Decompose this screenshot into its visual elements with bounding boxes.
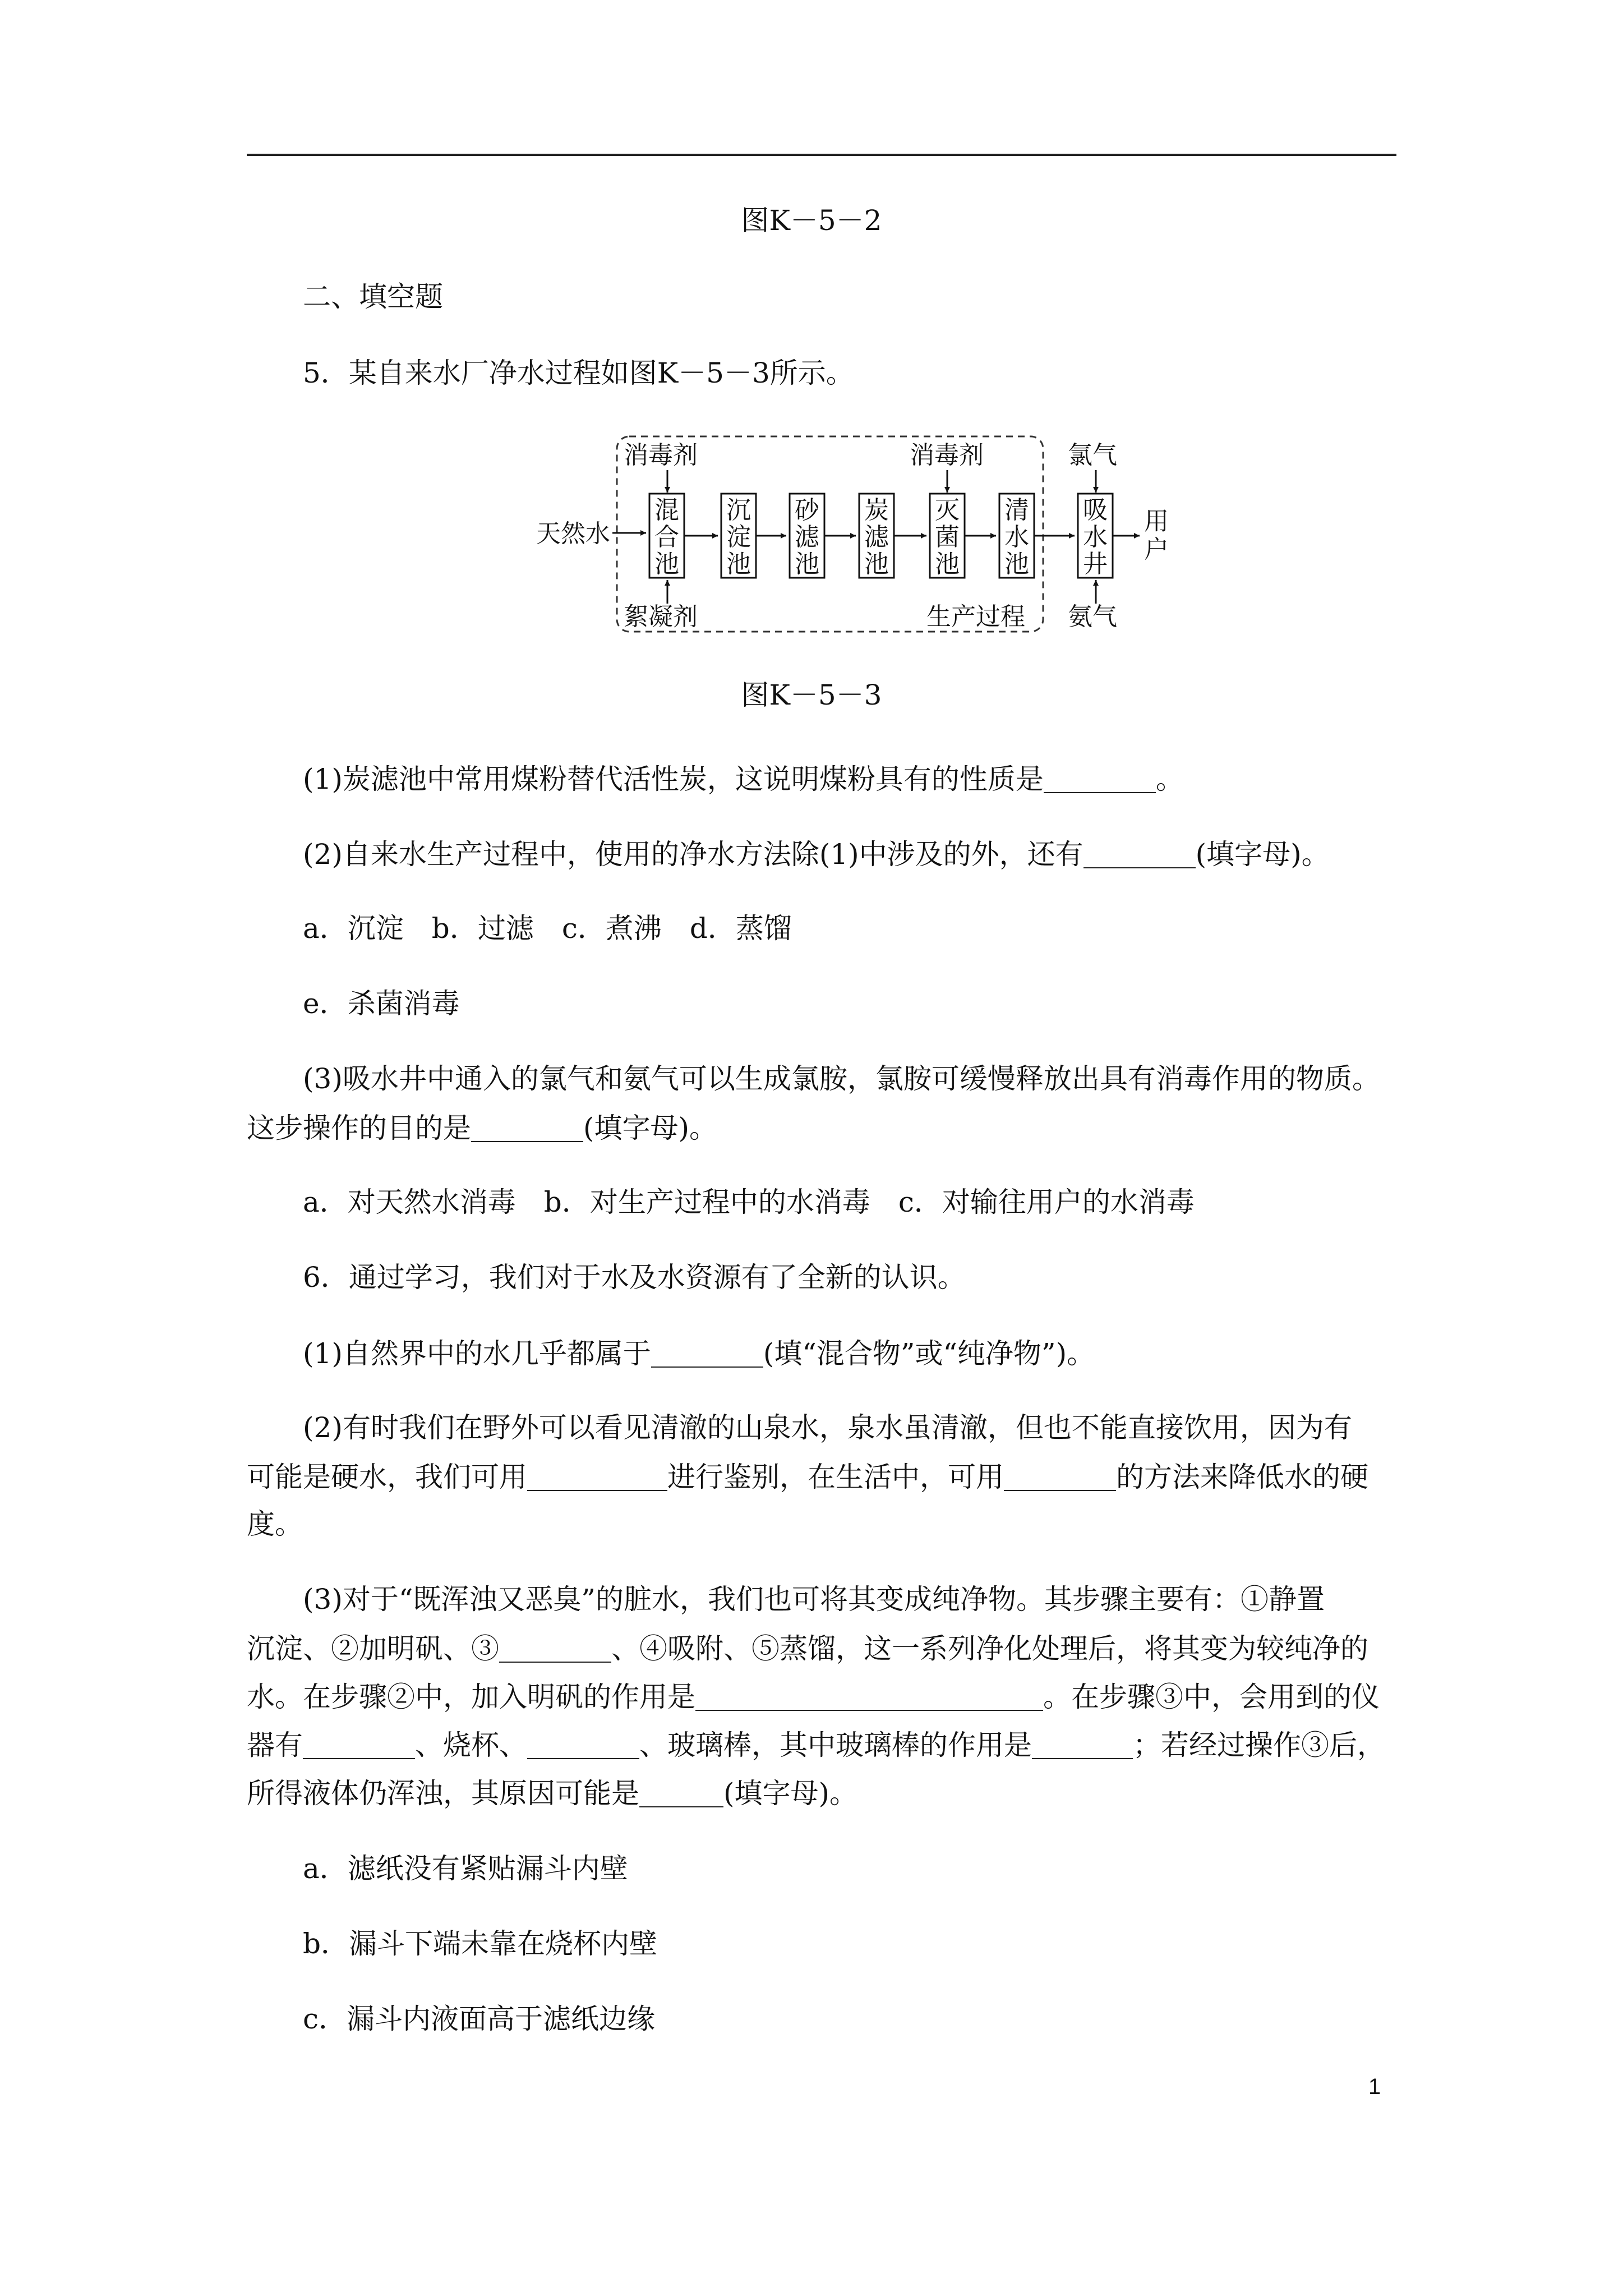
source-label: 天然水 [536,519,610,548]
q6-part3-blank-reason[interactable] [639,1778,723,1807]
q5-part1-blank[interactable] [1044,764,1156,793]
tank-4-char-1: 炭 [864,496,889,524]
q6-part2-text-c: 的方法来降低水的硬 [1116,1461,1368,1493]
q5-part2-text: (2)自来水生产过程中，使用的净水方法除(1)中涉及的外，还有 [303,838,1083,871]
tank-1-char-2: 合 [654,523,679,551]
q6-part3-text-c: 水。在步骤②中，加入明矾的作用是 [247,1681,695,1713]
well-char-3: 井 [1083,550,1108,578]
q6-part1-blank[interactable] [651,1338,763,1368]
q6-stem: 6．通过学习，我们对于水及水资源有了全新的认识。 [303,1261,966,1294]
q5-stem: 5．某自来水厂净水过程如图K－5－3所示。 [303,357,854,389]
user-char-2: 户 [1144,535,1169,564]
q6-part3-text-a: 沉淀、②加明矾、③ [247,1632,499,1665]
q6-part2-text-a: 可能是硬水，我们可用 [247,1461,527,1493]
tank-4-char-2: 滤 [864,523,889,551]
tank-2-char-3: 池 [726,550,751,578]
q6-part3-blank-alum[interactable] [695,1682,1043,1711]
tank-5-char-1: 灭 [935,496,960,524]
page-number: 1 [1368,2074,1381,2099]
process-label: 生产过程 [926,602,1025,631]
q6-part3-text-i: 所得液体仍浑浊，其原因可能是 [247,1777,639,1810]
tank-6-char-3: 池 [1004,550,1029,578]
q6-part3-line1: (3)对于“既浑浊又恶臭”的脏水，我们也可将其变成纯净物。其步骤主要有：①静置 [303,1583,1325,1616]
ammonia-label: 氨气 [1068,602,1117,631]
q6-part3-text-j: (填字母)。 [723,1777,858,1810]
q5-part1-end: 。 [1155,763,1184,795]
disinfectant-label-2: 消毒剂 [910,441,984,470]
q6-part3-blank-instrument-1[interactable] [303,1730,415,1759]
tank-4-char-3: 池 [864,550,889,578]
tank-3-char-3: 池 [795,550,819,578]
flocculant-label: 絮凝剂 [624,602,698,631]
disinfectant-label-1: 消毒剂 [624,441,698,470]
q6-part1-text: (1)自然界中的水几乎都属于 [303,1337,651,1370]
q6-part2-line1: (2)有时我们在野外可以看见清澈的山泉水，泉水虽清澈，但也不能直接饮用，因为有 [303,1411,1352,1444]
well-char-2: 水 [1083,523,1108,551]
q5-part3-text: 这步操作的目的是 [247,1112,471,1144]
tank-2-char-2: 淀 [726,523,751,551]
q6-part1-end: (填“混合物”或“纯净物”)。 [763,1337,1095,1370]
q6-part3-blank-glass-rod[interactable] [1032,1730,1133,1759]
tank-6-char-1: 清 [1004,496,1029,524]
q6-part3-blank-step3[interactable] [499,1634,611,1663]
q5-part2-end: (填字母)。 [1195,838,1330,871]
figure-caption-k-5-2: 图K－5－2 [741,204,882,237]
q6-part2-line2 [247,1462,1368,1491]
q6-part3-blank-instrument-2[interactable] [527,1730,639,1759]
q5-part2-blank[interactable] [1083,839,1196,868]
q6-part3-text-d: 。在步骤③中，会用到的仪 [1043,1681,1380,1713]
q5-part3-line1: (3)吸水井中通入的氯气和氨气可以生成氯胺，氯胺可缓慢释放出具有消毒作用的物质。 [303,1062,1380,1095]
q6-part3-text-h: ；若经过操作③后， [1133,1729,1385,1761]
q6-part2-blank-1[interactable] [527,1462,667,1491]
figure-caption-k-5-3: 图K－5－3 [741,679,882,711]
q6-part3-text-e: 器有 [247,1729,303,1761]
tank-1-char-1: 混 [654,496,679,524]
q5-part3-end: (填字母)。 [583,1112,718,1144]
tank-2-char-1: 沉 [726,496,751,524]
q5-part2-options: a．沉淀 b．过滤 c．煮沸 d．蒸馏 [303,912,792,945]
user-char-1: 用 [1144,507,1169,536]
q6-part3-text-b: 、④吸附、⑤蒸馏，这一系列净化处理后，将其变为较纯净的 [611,1632,1368,1665]
q6-part3-line5 [247,1777,858,1810]
q5-part2-option-e: e．杀菌消毒 [303,987,460,1020]
q6-option-b: b．漏斗下端未靠在烧杯内壁 [303,1927,658,1960]
q5-part1-text: (1)炭滤池中常用煤粉替代活性炭，这说明煤粉具有的性质是 [303,763,1044,795]
tank-6-char-2: 水 [1004,523,1029,551]
q6-part3-line3 [247,1682,1380,1711]
q6-option-c: c．漏斗内液面高于滤纸边缘 [303,2003,656,2035]
q5-part3-options: a．对天然水消毒 b．对生产过程中的水消毒 c．对输往用户的水消毒 [303,1186,1195,1218]
q6-part3-text-f: 、烧杯、 [415,1729,527,1761]
water-treatment-flow-diagram [0,0,1623,651]
q5-part1 [303,764,1184,793]
q6-part3-text-g: 、玻璃棒，其中玻璃棒的作用是 [639,1729,1032,1761]
q6-part3-line2 [247,1634,1368,1663]
well-char-1: 吸 [1083,496,1108,524]
q6-part1 [303,1338,1095,1368]
q5-part2 [303,838,1330,871]
tank-5-char-2: 菌 [935,523,960,551]
q6-part2-line3: 度。 [247,1508,303,1540]
q6-part2-blank-2[interactable] [1004,1462,1116,1491]
tank-3-char-2: 滤 [795,523,819,551]
q6-option-a: a．滤纸没有紧贴漏斗内壁 [303,1852,628,1885]
q6-part3-line4 [247,1730,1385,1759]
q5-part3-line2 [247,1113,717,1142]
tank-3-char-1: 砂 [795,496,819,524]
section-heading: 二、填空题 [303,280,443,313]
tank-1-char-3: 池 [654,550,679,578]
q5-part3-blank[interactable] [471,1113,583,1142]
q6-part2-text-b: 进行鉴别，在生活中，可用 [667,1461,1004,1493]
tank-5-char-3: 池 [935,550,960,578]
chlorine-label: 氯气 [1068,441,1117,470]
